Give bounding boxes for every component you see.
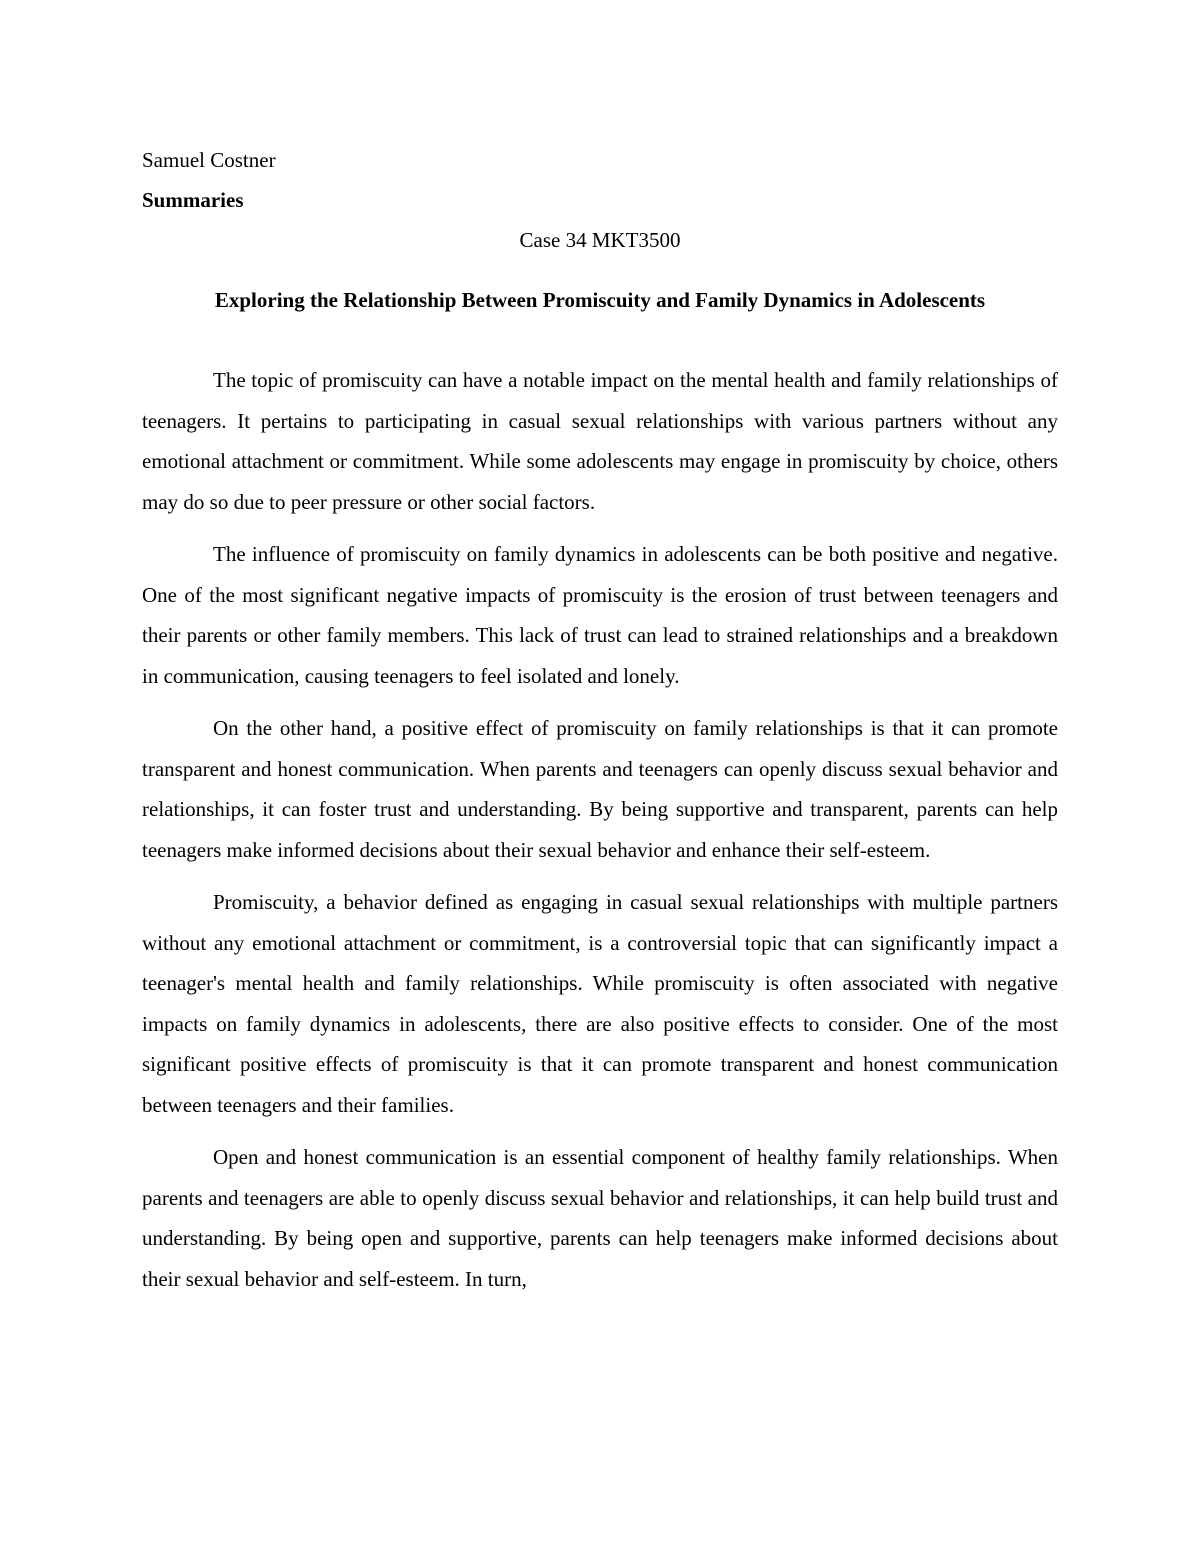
paragraph-3: On the other hand, a positive effect of promiscuity on family relationships is that it can promote transparent and honest communication. When parents and teenagers can openly discuss sexual behavior and relationships, it can foster trust and understanding. By being supportive and transparent, parents can help teenagers make informed decisions about their sexual behavior and enhance their self-esteem. <box>142 716 1058 862</box>
paragraph-5: Open and honest communication is an essential component of healthy family relationships. When parents and teenagers are able to openly discuss sexual behavior and relationships, it can help build trust and understanding. By being open and supportive, parents can help teenagers make informed decisions about their sexual behavior and self-esteem. In turn, <box>142 1145 1058 1291</box>
section-label: Summaries <box>142 188 244 212</box>
document-title: Exploring the Relationship Between Promiscuity and Family Dynamics in Adolescents <box>214 288 986 312</box>
paragraph-2: The influence of promiscuity on family dynamics in adolescents can be both positive and negative. One of the most significant negative impacts of promiscuity is the erosion of trust between teenagers and their parents or other family members. This lack of trust can lead to strained relationships and a breakdown in communication, causing teenagers to feel isolated and lonely. <box>142 542 1058 688</box>
document-body <box>142 140 1058 1311</box>
paragraph-4: Promiscuity, a behavior defined as engaging in casual sexual relationships with multiple partners without any emotional attachment or commitment, is a controversial topic that can significantly impact a teenager's mental health and family relationships. While promiscuity is often associated with negative impacts on family dynamics in adolescents, there are also positive effects to consider. One of the most significant positive effects of promiscuity is that it can promote transparent and honest communication between teenagers and their families. <box>142 890 1058 1117</box>
paragraph-1: The topic of promiscuity can have a notable impact on the mental health and family relationships of teenagers. It pertains to participating in casual sexual relationships with various partners without any emotional attachment or commitment. While some adolescents may engage in promiscuity by choice, others may do so due to peer pressure or other social factors. <box>142 368 1058 514</box>
case-line: Case 34 MKT3500 <box>519 228 681 252</box>
author-name: Samuel Costner <box>142 148 276 172</box>
